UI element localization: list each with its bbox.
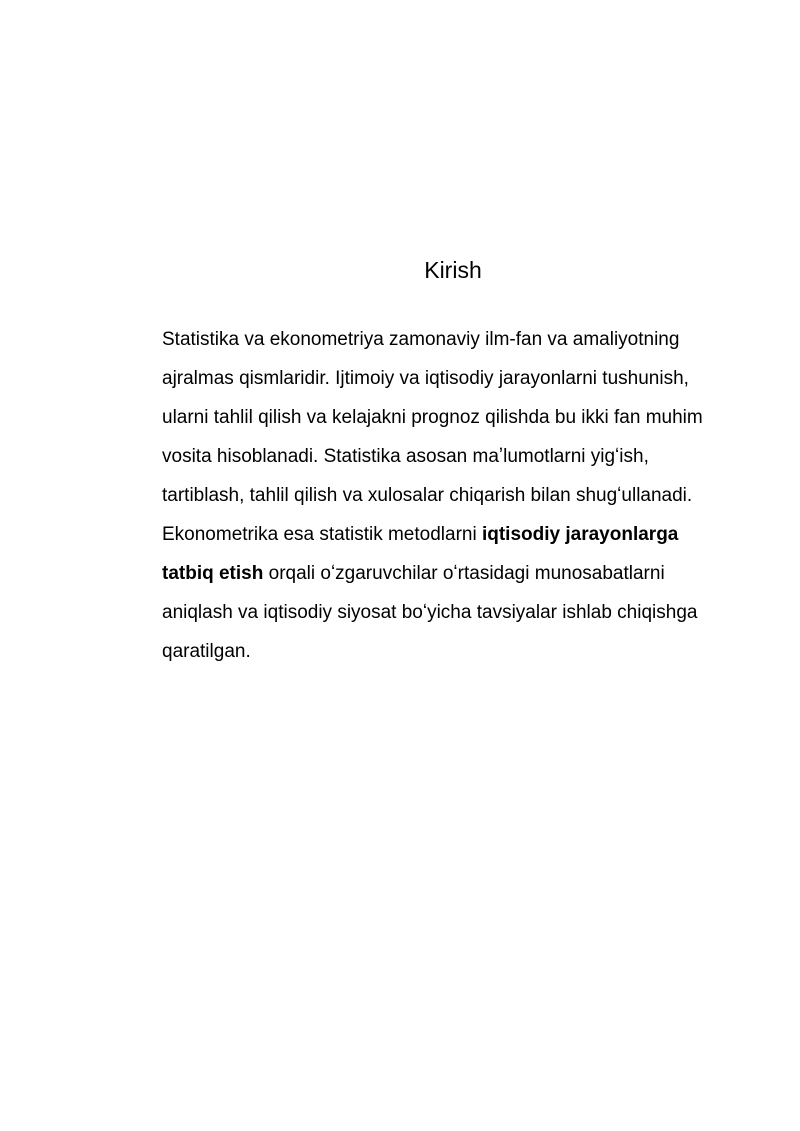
page-title-text: Kirish bbox=[424, 257, 482, 283]
paragraph-line: qaratilgan. bbox=[162, 641, 251, 662]
paragraph-line: tartiblash, tahlil qilish va xulosalar chiqarish bilan shugʻullanadi. bbox=[162, 485, 693, 506]
paragraph-line: vosita hisoblanadi. Statistika asosan maʼlumotlarni yigʻish, bbox=[162, 446, 649, 467]
emphasis-text: tatbiq etish bbox=[162, 563, 264, 584]
intro-paragraph bbox=[162, 320, 742, 671]
paragraph-text: Ekonometrika esa statistik metodlarni bbox=[162, 524, 482, 545]
paragraph-line: ajralmas qismlaridir. Ijtimoiy va iqtisodiy jarayonlarni tushunish, bbox=[162, 368, 689, 389]
paragraph-line bbox=[162, 554, 742, 593]
page-title bbox=[0, 254, 800, 286]
paragraph-line: ularni tahlil qilish va kelajakni prognoz qilishda bu ikki fan muhim bbox=[162, 407, 703, 428]
paragraph-line: Statistika va ekonometriya zamonaviy ilm-fan va amaliyotning bbox=[162, 329, 680, 350]
paragraph-text: orqali oʻzgaruvchilar oʻrtasidagi munosabatlarni bbox=[263, 563, 665, 584]
emphasis-text: iqtisodiy jarayonlarga bbox=[481, 524, 679, 545]
paragraph-line: aniqlash va iqtisodiy siyosat boʻyicha tavsiyalar ishlab chiqishga bbox=[162, 602, 698, 623]
paragraph-line bbox=[162, 515, 742, 554]
